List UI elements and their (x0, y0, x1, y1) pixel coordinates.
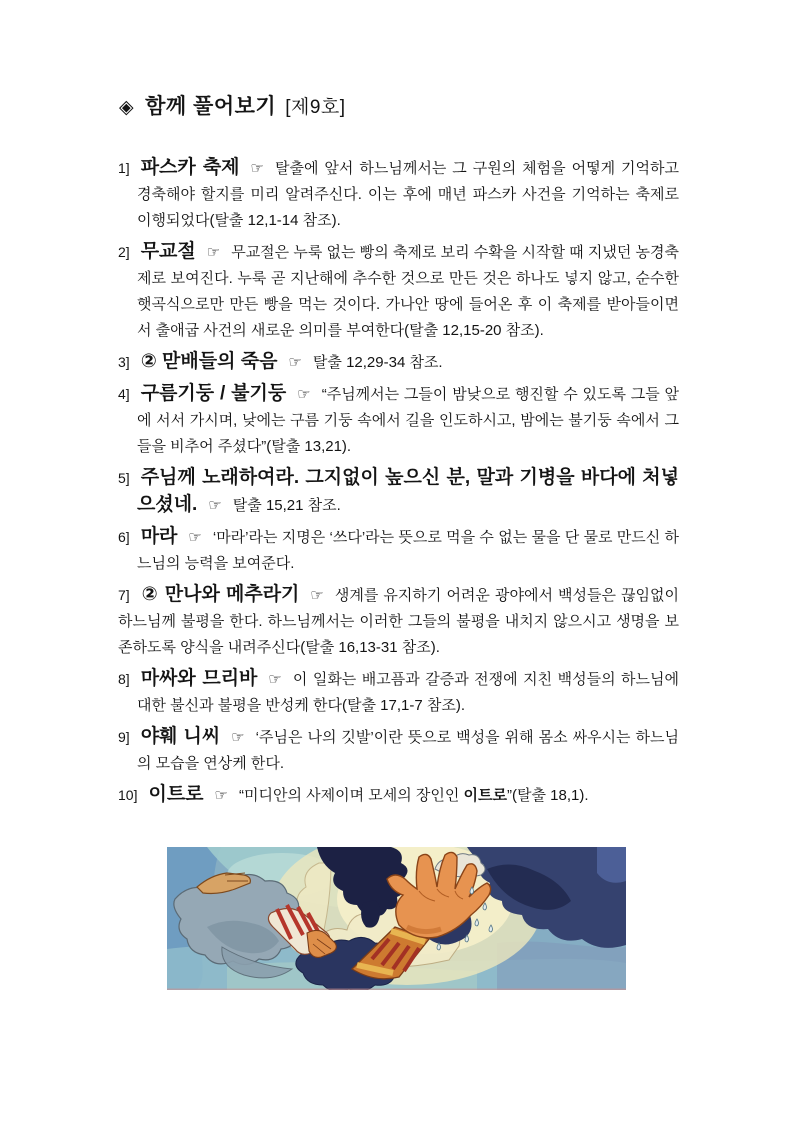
pointing-hand-icon: ☞ (231, 729, 245, 746)
item-number: 8] (118, 671, 130, 687)
item-body: ”(탈출 18,1). (507, 787, 589, 804)
item-body: “주님께서는 그들이 밤낮으로 행진할 수 있도록 그들 앞에 서서 가시며, 낮에는 구름 기둥 속에서 길을 인도하시고, 밤에는 불기둥 속에서 그들을 비추어 주셨다”(탈출 13,21). (137, 386, 679, 455)
list-item-1 (118, 155, 679, 234)
item-headword: 파스카 축제 (140, 157, 240, 178)
pointing-hand-icon: ☞ (288, 354, 302, 371)
item-number: 7] (118, 587, 130, 603)
item-number: 4] (118, 386, 130, 402)
item-body-bold: 이트로 (463, 787, 507, 804)
pointing-hand-icon: ☞ (208, 497, 222, 514)
item-number: 6] (118, 529, 130, 545)
item-body: 탈출에 앞서 하느님께서는 그 구원의 체험을 어떻게 기억하고 경축해야 할지를 미리 알려주신다. 이는 후에 매년 파스카 사건을 기억하는 축제로 이행되었다(탈출 12,1-14 참조). (137, 160, 679, 229)
item-number: 2] (118, 244, 130, 260)
pointing-hand-icon: ☞ (206, 244, 221, 261)
list-item-8 (118, 666, 679, 719)
item-body: 탈출 15,21 참조. (232, 497, 341, 514)
illustration-gods-hand-clouds (167, 847, 626, 990)
list-item-5 (118, 465, 679, 519)
item-headword: 마라 (140, 526, 178, 547)
list-item-2 (118, 239, 679, 344)
item-number: 3] (118, 354, 130, 370)
pointing-hand-icon: ☞ (188, 529, 202, 546)
item-body: 탈출 12,29-34 참조. (312, 354, 443, 371)
list-item-10 (118, 782, 679, 809)
item-headword: 주님께 노래하여라. 그지없이 높으신 분, 말과 기병을 바다에 처넣으셨네. (137, 467, 679, 515)
item-headword: ② 만나와 메추라기 (140, 584, 300, 605)
list-item-4 (118, 381, 679, 460)
diamond-bullet-icon: ◈ (119, 97, 135, 118)
item-body: 이 일화는 배고픔과 갈증과 전쟁에 지친 백성들의 하느님에 대한 불신과 불평을 반성케 한다(탈출 17,1-7 참조). (137, 671, 679, 714)
watercolor-hand-illustration (167, 847, 626, 990)
item-headword: 야훼 니씨 (140, 726, 221, 747)
issue-number: [제9호] (285, 97, 346, 118)
item-number: 9] (118, 729, 130, 745)
item-number: 1] (118, 160, 130, 176)
item-number: 5] (118, 470, 130, 486)
item-body: ‘주님은 나의 깃발’이란 뜻으로 백성을 위해 몸소 싸우시는 하느님의 모습을 연상케 한다. (137, 729, 680, 772)
item-body: 무교절은 누룩 없는 빵의 축제로 보리 수확을 시작할 때 지냈던 농경축제로 보여진다. 누룩 곧 지난해에 추수한 것으로 만든 것은 하나도 넣지 않고, 순수한 햇곡식으로만 만든 빵을 먹는 것이다. 가나안 땅에 들어온 후 이 축제를 받아들이면서 출애굽 사건의 새로운 의미를 부여한다(탈출 12,15-20 참조). (137, 244, 679, 339)
list-item-7 (118, 582, 679, 661)
item-number: 10] (118, 787, 138, 803)
list-item-6 (118, 524, 679, 577)
item-body: “미디안의 사제이며 모세의 장인인 (238, 787, 464, 804)
item-headword: 구름기둥 / 불기둥 (140, 383, 287, 404)
item-headword: 이트로 (148, 784, 204, 805)
list-item-3 (118, 349, 679, 376)
item-headword: 마싸와 므리바 (140, 668, 258, 689)
page-title-text: 함께 풀어보기 (145, 95, 277, 118)
answer-list (118, 155, 679, 814)
pointing-hand-icon: ☞ (268, 671, 282, 688)
pointing-hand-icon: ☞ (310, 587, 324, 604)
pointing-hand-icon: ☞ (214, 787, 228, 804)
pointing-hand-icon: ☞ (297, 386, 311, 403)
pointing-hand-icon: ☞ (250, 160, 264, 177)
item-headword: 무교절 (140, 241, 196, 262)
item-body: 생계를 유지하기 어려운 광야에서 백성들은 끊임없이 하느님께 불평을 한다. 하느님께서는 이러한 그들의 불평을 내치지 않으시고 생명을 보존하도록 양식을 내려주신다(탈출 16,13-31 참조). (118, 587, 679, 656)
item-headword: ② 맏배들의 죽음 (140, 351, 278, 372)
list-item-9 (118, 724, 679, 777)
page-title (119, 90, 346, 120)
item-body: ‘마라’라는 지명은 ‘쓰다’라는 뜻으로 먹을 수 없는 물을 단 물로 만드신 하느님의 능력을 보여준다. (137, 529, 679, 572)
